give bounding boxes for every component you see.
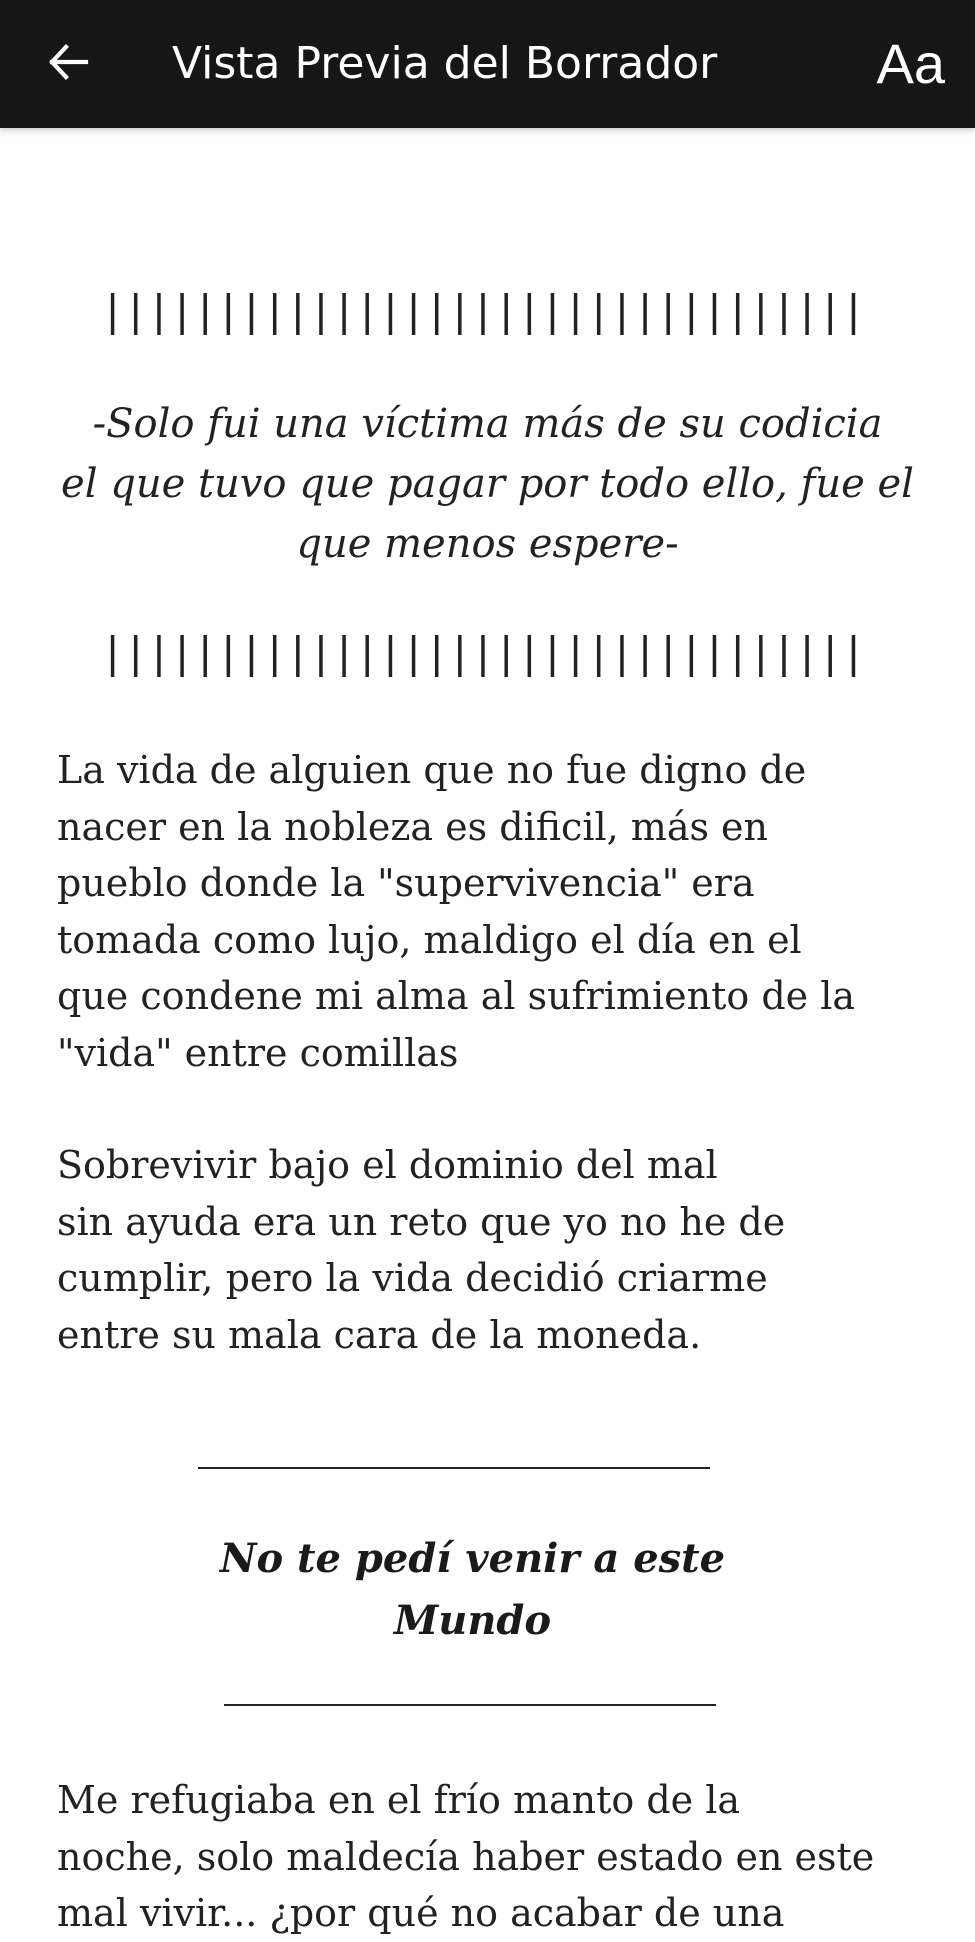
paragraph-1 bbox=[57, 742, 937, 1081]
paragraph-line: sin ayuda era un reto que yo no he de bbox=[57, 1199, 786, 1244]
back-button[interactable] bbox=[28, 24, 108, 104]
paragraph-3 bbox=[57, 1772, 937, 1942]
page-title: Vista Previa del Borrador bbox=[172, 38, 718, 89]
paragraph-line: cumplir, pero la vida decidió criarme bbox=[57, 1256, 768, 1300]
paragraph-line: que condene mi alma al sufrimiento de la bbox=[57, 974, 856, 1018]
font-settings-button[interactable]: Aa bbox=[876, 32, 945, 95]
chapter-title-line: Mundo bbox=[393, 1597, 552, 1644]
epigraph-line: que menos espere- bbox=[296, 521, 679, 567]
horizontal-rule-bottom bbox=[224, 1704, 716, 1706]
paragraph-line: tomada como lujo, maldigo el día en el bbox=[57, 917, 802, 962]
paragraph-line: La vida de alguien que no fue digno de bbox=[57, 748, 807, 792]
chapter-title-line: No te pedí venir a este bbox=[219, 1535, 726, 1582]
top-app-bar bbox=[0, 0, 975, 128]
paragraph-line: Me refugiaba en el frío manto de la bbox=[57, 1778, 741, 1822]
epigraph bbox=[40, 394, 935, 574]
epigraph-line: -Solo fui una víctima más de su codicia bbox=[92, 401, 883, 447]
horizontal-rule-top bbox=[198, 1467, 710, 1469]
paragraph-line: mal vivir... ¿por qué no acabar de una bbox=[57, 1891, 785, 1935]
divider-bars-bottom: ||||||||||||||||||||||||||||||||| bbox=[105, 628, 870, 677]
paragraph-line: Sobrevivir bajo el dominio del mal bbox=[57, 1143, 718, 1187]
paragraph-2 bbox=[57, 1137, 937, 1363]
chapter-title bbox=[140, 1528, 805, 1652]
divider-bars-top: ||||||||||||||||||||||||||||||||| bbox=[105, 286, 870, 335]
paragraph-line: "vida" entre comillas bbox=[57, 1030, 459, 1075]
arrow-left-icon bbox=[44, 38, 92, 91]
paragraph-line: pueblo donde la "supervivencia" era bbox=[57, 861, 755, 905]
paragraph-line: nacer en la nobleza es dificil, más en bbox=[57, 804, 769, 849]
epigraph-line: el que tuvo que pagar por todo ello, fue el bbox=[61, 461, 914, 507]
paragraph-line: entre su mala cara de la moneda. bbox=[57, 1312, 702, 1357]
paragraph-line: noche, solo maldecía haber estado en este bbox=[57, 1834, 875, 1879]
